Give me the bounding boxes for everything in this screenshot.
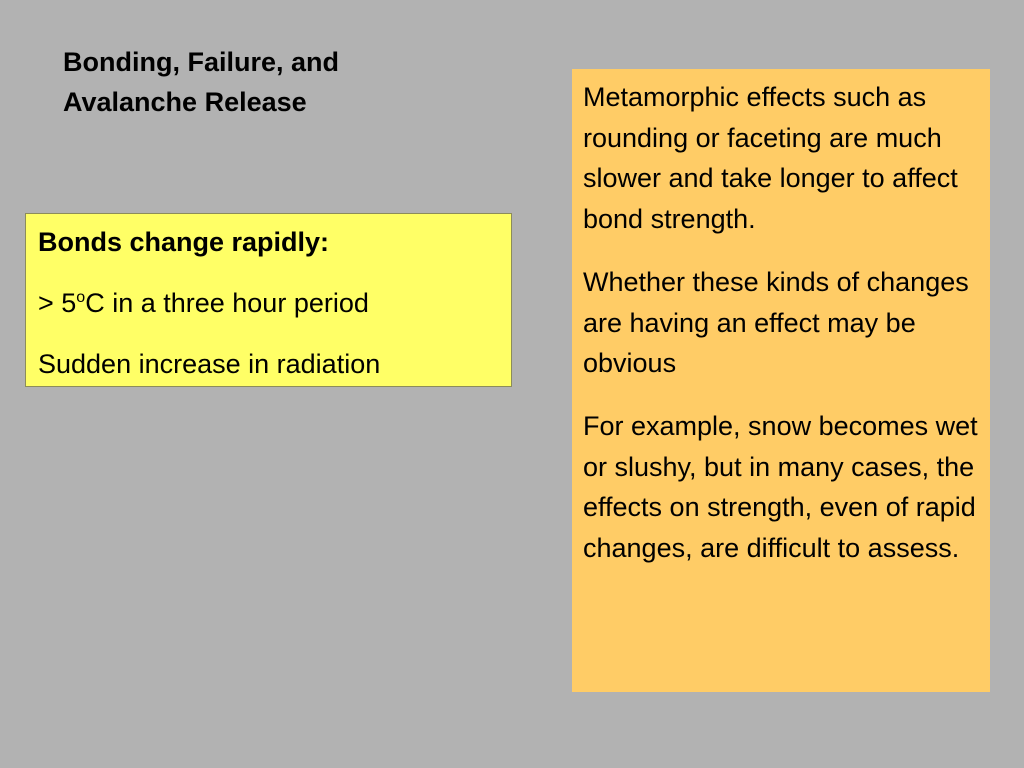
- slide-title: [63, 42, 443, 122]
- degree-superscript: o: [76, 289, 86, 306]
- bonds-change-textbox: [25, 213, 512, 387]
- temperature-change-item: [38, 285, 501, 321]
- metamorphic-effects-textbox: [572, 69, 990, 692]
- slide-title-line-1: Bonding, Failure, and: [63, 47, 339, 77]
- bonds-change-heading: Bonds change rapidly:: [38, 227, 330, 257]
- temperature-change-prefix: > 5: [38, 288, 77, 318]
- slide-title-line-2: Avalanche Release: [63, 87, 307, 117]
- temperature-change-suffix: C in a three hour period: [85, 288, 369, 318]
- metamorphic-effects-paragraph: Metamorphic effects such as rounding or faceting are much slower and take longer to affect bond strength.: [583, 82, 958, 235]
- radiation-increase-item: Sudden increase in radiation: [38, 349, 381, 379]
- changes-effect-paragraph: Whether these kinds of changes are having an effect may be obvious: [583, 266, 969, 379]
- example-paragraph: For example, snow becomes wet or slushy, but in many cases, the effects on strength, even of rapid changes, are difficult to assess.: [583, 410, 978, 564]
